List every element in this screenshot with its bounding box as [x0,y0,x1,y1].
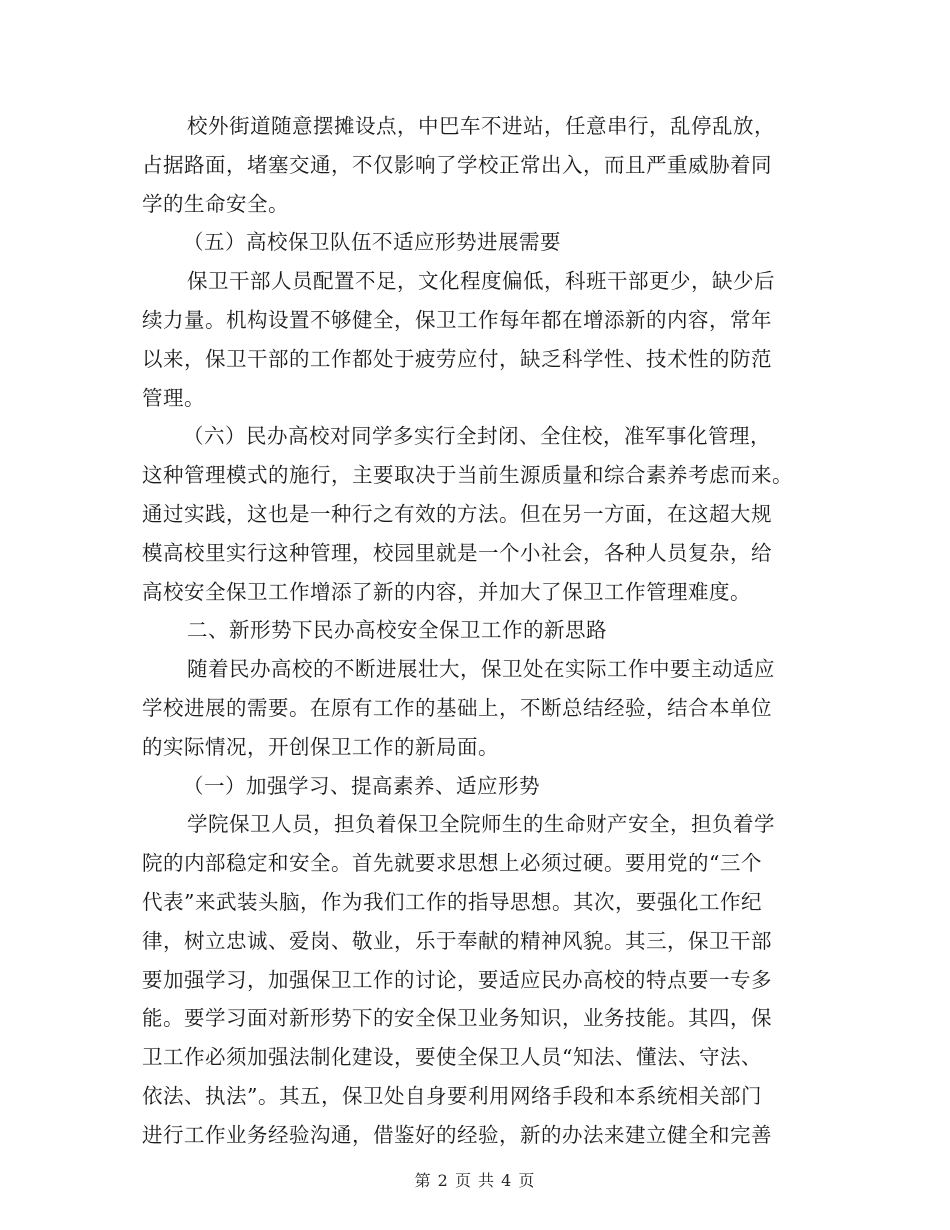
paragraph-line: 卫工作必须加强法制化建设，要使全保卫人员“知法、懂法、守法、 [142,1045,762,1070]
paragraph-line: 这种管理模式的施行，主要取决于当前生源质量和综合素养考虑而来。 [142,463,793,488]
paragraph-line: 要加强学习，加强保卫工作的讨论，要适应民办高校的特点要一专多 [142,967,772,992]
paragraph-line: 能。要学习面对新形势下的安全保卫业务知识，业务技能。其四，保 [142,1006,772,1031]
paragraph-line: 代表”来武装头脑，作为我们工作的指导思想。其次，要强化工作纪 [142,889,762,914]
section-heading: （五）高校保卫队伍不适应形势进展需要 [183,230,561,255]
paragraph-line: 校外街道随意摆摊设点，中巴车不进站，任意串行，乱停乱放， [187,114,775,138]
paragraph-line: 进行工作业务经验沟通，借鉴好的经验，新的办法来建立健全和完善 [142,1122,772,1147]
section-heading: 二、新形势下民办高校安全保卫工作的新思路 [187,618,607,643]
paragraph-line: 高校安全保卫工作增添了新的内容，并加大了保卫工作管理难度。 [142,579,751,604]
paragraph-line: 依法、执法”。其五，保卫处自身要利用网络手段和本系统相关部门 [142,1083,762,1108]
section-heading: （六）民办高校对同学多实行全封闭、全住校，准军事化管理， [183,424,771,449]
page-number: 第 2 页 共 4 页 [414,1171,536,1190]
paragraph-line: 随着民办高校的不断进展壮大，保卫处在实际工作中要主动适应 [187,657,775,682]
paragraph-line: 续力量。机构设置不够健全，保卫工作每年都在增添新的内容，常年 [142,307,772,332]
paragraph-line: 以来，保卫干部的工作都处于疲劳应付，缺乏科学性、技术性的防范 [142,346,772,371]
paragraph-line: 律，树立忠诚、爱岗、敬业，乐于奉献的精神风貌。其三，保卫干部 [142,928,772,953]
body-text [142,107,804,1155]
paragraph-line: 学的生命安全。 [142,191,289,216]
paragraph-line: 学院保卫人员，担负着保卫全院师生的生命财产安全，担负着学 [187,812,775,837]
paragraph-line: 管理。 [142,385,205,410]
paragraph-line: 模高校里实行这种管理，校园里就是一个小社会，各种人员复杂，给 [142,540,772,565]
paragraph-line: 学校进展的需要。在原有工作的基础上，不断总结经验，结合本单位 [142,695,772,720]
section-heading: （一）加强学习、提高素养、适应形势 [183,773,540,798]
paragraph-line: 保卫干部人员配置不足，文化程度偏低，科班干部更少，缺少后 [187,269,775,294]
paragraph-line: 的实际情况，开创保卫工作的新局面。 [142,734,499,759]
paragraph-line: 占据路面，堵塞交通，不仅影响了学校正常出入，而且严重威胁着同 [142,152,772,177]
paragraph-line: 通过实践，这也是一种行之有效的方法。但在另一方面，在这超大规 [142,501,772,526]
paragraph-line: 院的内部稳定和安全。首先就要求思想上必须过硬。要用党的“三个 [142,851,762,876]
